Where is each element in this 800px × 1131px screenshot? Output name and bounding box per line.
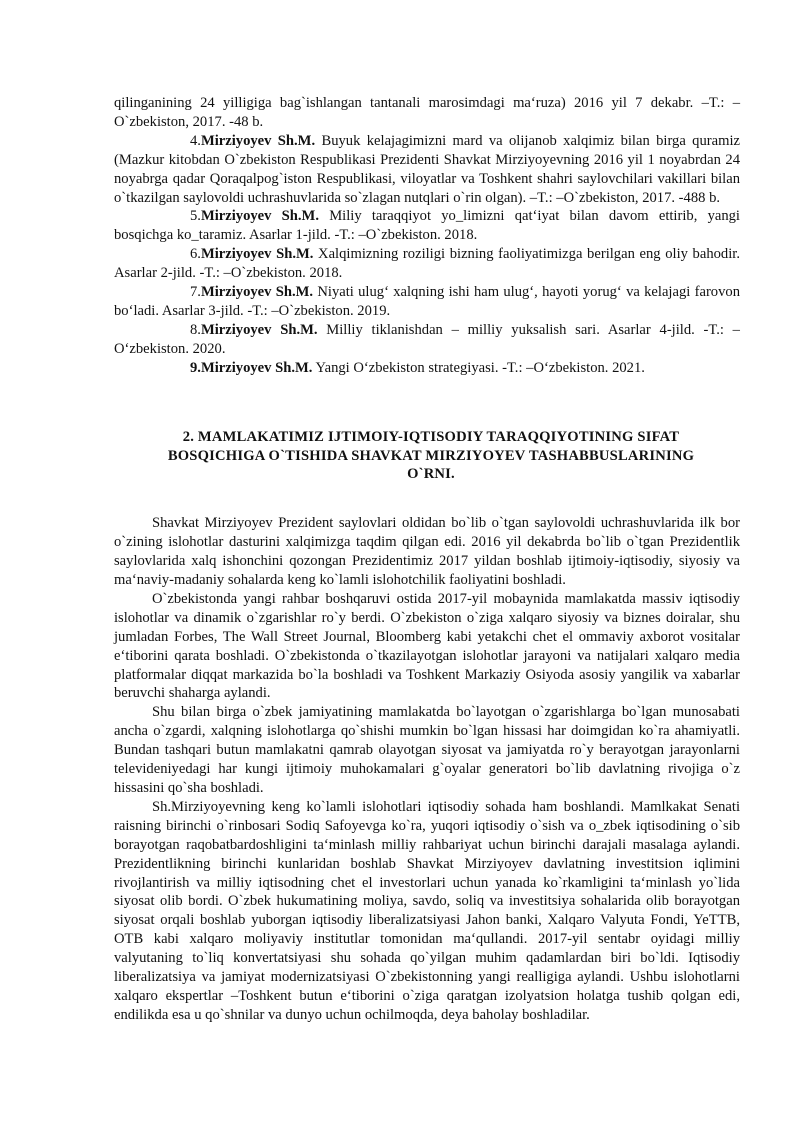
section-heading: 2. MAMLAKATIMIZ IJTIMOIY-IQTISODIY TARAQQIYOTINING SIFAT BOSQICHIGA O`TISHIDA SHAVKAT MIRZIYOYEV TASHABBUSLARINING O`RNI.	[167, 428, 695, 483]
reference-author: Mirziyoyev Sh.M.	[200, 284, 314, 301]
reference-text: Milliy tiklanishdan – milliy yuksalish sari. Asarlar 4-jild. -T.: –O‘zbekiston. 2020.	[114, 321, 740, 357]
reference-text: Niyati ulug‘ xalqning ishi ham ulug‘, hayoti yorug‘ va kelajagi farovon bo‘ladi. Asarlar 3-jild. -T.: –O`zbekiston. 2019.	[114, 284, 740, 319]
body-paragraph: Sh.Mirziyoyevning keng ko`lamli islohotlari iqtisodiy sohada ham boshlandi. Mamlkakat Senati raisning birinchi o`rinbosari Sodiq Safoyevga ko`ra, yuqori iqtisodiy o`sish va o_zbek iqtisodining o`sib borayotgan raqobatbardoshligini ta‘minlash milliy rahbariyat uchun birinchi darajali masalaga aylandi. Prezidentlikning birinchi kunlaridan boshlab Shavkat Mirziyoyev davlatning investitsion iqlimini rivojlantirish va milliy iqtisodning chet el investorlari uchun yanada ko`rkamligini ta‘minlash yo`lida siyosat olib bordi. O`zbek hukumatining moliya, savdo, soliq va investitsiya sohalarida olib borayotgan siyosat orqali boshlab yuborgan iqtisodiy liberalizatsiyasi Jahon banki, Xalqaro Valyuta Fondi, YeTTB, OTB kabi xalqaro moliyaviy institutlar tomonidan ma‘qullandi. 2017-yil sentabr oyidagi milliy valyutaning to`liq konvertatsiyasi shu sohada qo`yilgan muhim qadamlardan biri bo`ldi. Iqtisodiy liberalizatsiya va jamiyat modernizatsiyasi O`zbekistonning yangi realligiga aylandi. Ushbu islohotlarni xalqaro ekspertlar –Toshkent butun e‘tiborini o`ziga qaratgan izolyatsion holatga tushib qolgan edi, endilikda esa u qo`shnilar va dunyo uchun ochilmoqda, deya baholay boshladilar.	[114, 798, 740, 1023]
reference-item	[114, 207, 740, 245]
reference-number: 8.	[190, 321, 201, 338]
reference-author: Mirziyoyev Sh.M.	[200, 208, 319, 225]
body-paragraph: O`zbekistonda yangi rahbar boshqaruvi ostida 2017-yil mobaynida mamlakatda massiv iqtisodiy islohotlar va dinamik o`zgarishlar ro`y berdi. O`zbekiston o`ziga xalqaro siyosiy va biznes doiralar, shu jumladan Forbes, The Wall Street Journal, Bloomberg kabi yetakchi chet el ommaviy axborot vositalar e‘tiborini qarata boshladi. O`zbekistonda o`tkazilayotgan islohotlar jarayoni va natijalari xalqaro media platformalar diqqat markazida bo`la boshladi va Toshkent Markaziy Osiyoda asosiy yangilik va xabarlar beruvchi shaharga aylandi.	[114, 590, 740, 702]
reference-text: Xalqimizning roziligi bizning faoliyatimizga berilgan eng oliy bahodir. Asarlar 2-jild. -T.: –O`zbekiston. 2018.	[114, 246, 740, 282]
reference-list	[114, 94, 740, 378]
reference-number: 7.	[190, 284, 201, 301]
reference-text: Buyuk kelajagimizni mard va olijanob xalqimiz bilan birga quramiz (Mazkur kitobdan O`zbekiston Respublikasi Prezidenti Shavkat Mirziyoyevning 2016 yil 1 noyabrdan 24 noyabrga qadar Qoraqalpog`iston Respublikasi, viloyatlar va Toshkent shahri saylovchilari vakillari bilan o`tkazilgan saylovoldi uchrashuvlarida so`zlagan nutqlari o`rin olgan). –T.: –O`zbekiston, 2017. -488 b.	[114, 132, 740, 206]
reference-text: Miliy taraqqiyot yo_limizni qat‘iyat bilan davom ettirib, yangi bosqichga ko_taramiz. Asarlar 1-jild. -T.: –O`zbekiston. 2018.	[114, 208, 740, 244]
body-paragraph: Shu bilan birga o`zbek jamiyatining mamlakatda bo`layotgan o`zgarishlarga bo`lgan munosabati ancha o`zgardi, xalqning islohotlarga qo`shishi mumkin bo`lgan hissasi har doimgidan ko`ra ahamiyatli. Bundan tashqari butun mamlakatni qamrab olayotgan siyosat va jamiyatda ro`y berayotgan jarayonlarni televideniyedagi har kungi ijtimoiy muhokamalari g`oyalar generatori bo`lib davlatning rivojiga o`z hissasini qo`sha boshladi.	[114, 704, 740, 796]
reference-author: Mirziyoyev Sh.M.	[200, 359, 313, 376]
reference-author: Mirziyoyev Sh.M.	[200, 321, 318, 338]
reference-author: Mirziyoyev Sh.M.	[200, 246, 314, 263]
reference-number: 5.	[190, 208, 201, 225]
reference-number: 4.	[190, 132, 201, 149]
reference-item	[114, 245, 740, 283]
reference-item	[114, 321, 740, 359]
reference-continuation: qilinganining 24 yilligiga bag`ishlangan tantanali marosimdagi ma‘ruza) 2016 yil 7 dekabr. –T.: –O`zbekiston, 2017. -48 b.	[114, 95, 740, 130]
section-body	[114, 514, 740, 1024]
reference-number: 9.	[190, 359, 201, 376]
reference-text: Yangi O‘zbekiston strategiyasi. -T.: –O‘zbekiston. 2021.	[312, 359, 645, 376]
reference-author: Mirziyoyev Sh.M.	[200, 132, 316, 149]
reference-item	[114, 132, 740, 208]
reference-item	[114, 283, 740, 321]
body-paragraph: Shavkat Mirziyoyev Prezident saylovlari oldidan bo`lib o`tgan saylovoldi uchrashuvlarida ilk bor o`zining islohotlar dasturini xalqimizga taqdim qilgan edi. 2016 yil dekabrda bo`lib o`tgan Prezidentlik saylovlarida xalq ishonchini qozongan Prezidentimiz 2017 yildan boshlab ijtimoiy-iqtisodiy, siyosiy va ma‘naviy-madaniy sohalarda keng ko`lamli islohotchilik faoliyatini boshladi.	[114, 515, 740, 589]
reference-number: 6.	[190, 246, 201, 263]
reference-item	[114, 359, 740, 378]
